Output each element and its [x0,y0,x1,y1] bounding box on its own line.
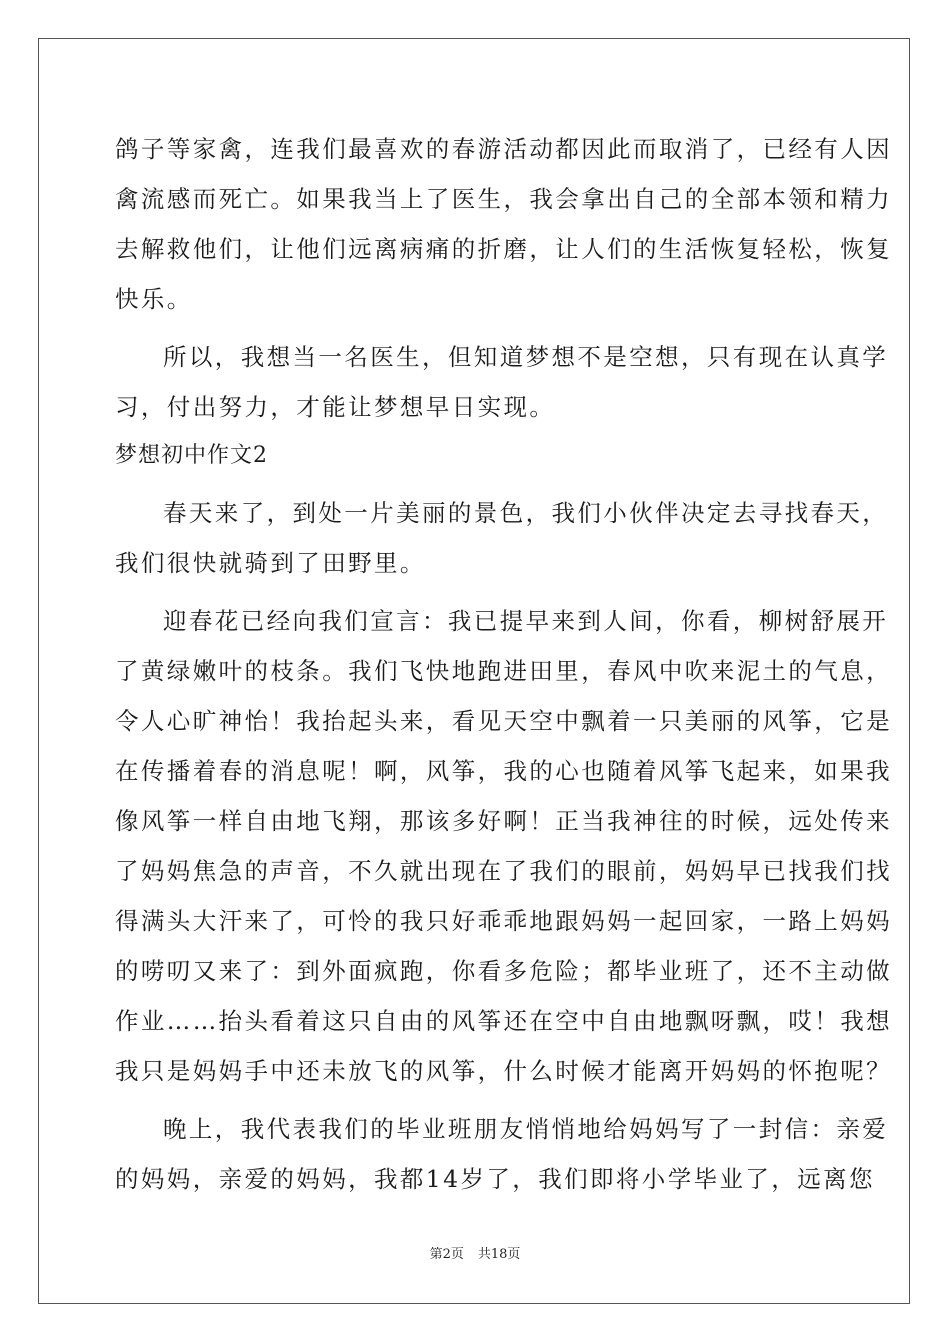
paragraph [115,332,889,432]
text-line: 去解救他们，让他们远离病痛的折磨，让人们的生活恢复轻松，恢复 [115,235,892,263]
text-line: 我只是妈妈手中还未放飞的风筝，什么时候才能离开妈妈的怀抱呢？ [115,1057,892,1085]
paragraph [115,596,892,1096]
text-line: 晚上，我代表我们的毕业班朋友悄悄地给妈妈写了一封信：亲爱 [163,1115,889,1143]
text-line: 了妈妈焦急的声音，不久就出现在了我们的眼前，妈妈早已找我们找 [115,857,892,885]
text-line: 春天来了，到处一片美丽的景色，我们小伙伴决定去寻找春天， [163,499,889,527]
page-footer [0,1243,950,1262]
text-line: 我们很快就骑到了田野里。 [115,549,426,577]
text-line: 作业……抬头看着这只自由的风筝还在空中自由地飘呀飘，哎！我想 [115,1007,892,1035]
paragraph [115,1104,889,1204]
text-line: 得满头大汗来了，可怜的我只好乖乖地跟妈妈一起回家，一路上妈妈 [115,907,892,935]
text-line: 迎春花已经向我们宣言：我已提早来到人间，你看，柳树舒展开 [163,607,889,635]
text-line: 所以，我想当一名医生，但知道梦想不是空想，只有现在认真学 [163,343,889,371]
page-number: 第2页 [429,1247,464,1262]
text-line: 令人心旷神怡！我抬起头来，看见天空中飘着一只美丽的风筝，它是 [115,707,892,735]
text-line: 像风筝一样自由地飞翔，那该多好啊！正当我神往的时候，远处传来 [115,807,892,835]
text-line: 习，付出努力，才能让梦想早日实现。 [115,393,556,421]
paragraph [115,124,892,324]
text-line: 鸽子等家禽，连我们最喜欢的春游活动都因此而取消了，已经有人因 [115,135,892,163]
section-title: 梦想初中作文2 [115,443,268,468]
text-line: 了黄绿嫩叶的枝条。我们飞快地跑进田里，春风中吹来泥土的气息， [115,657,892,685]
page-total: 共18页 [477,1247,521,1262]
paragraph [115,488,889,588]
document-body [115,124,892,1204]
text-line: 的唠叨又来了：到外面疯跑，你看多危险；都毕业班了，还不主动做 [115,957,892,985]
text-line: 在传播着春的消息呢！啊，风筝，我的心也随着风筝飞起来，如果我 [115,757,892,785]
text-line: 禽流感而死亡。如果我当上了医生，我会拿出自己的全部本领和精力 [115,185,892,213]
text-line: 的妈妈，亲爱的妈妈，我都14岁了，我们即将小学毕业了，远离您 [115,1165,875,1193]
text-line: 快乐。 [115,285,193,313]
